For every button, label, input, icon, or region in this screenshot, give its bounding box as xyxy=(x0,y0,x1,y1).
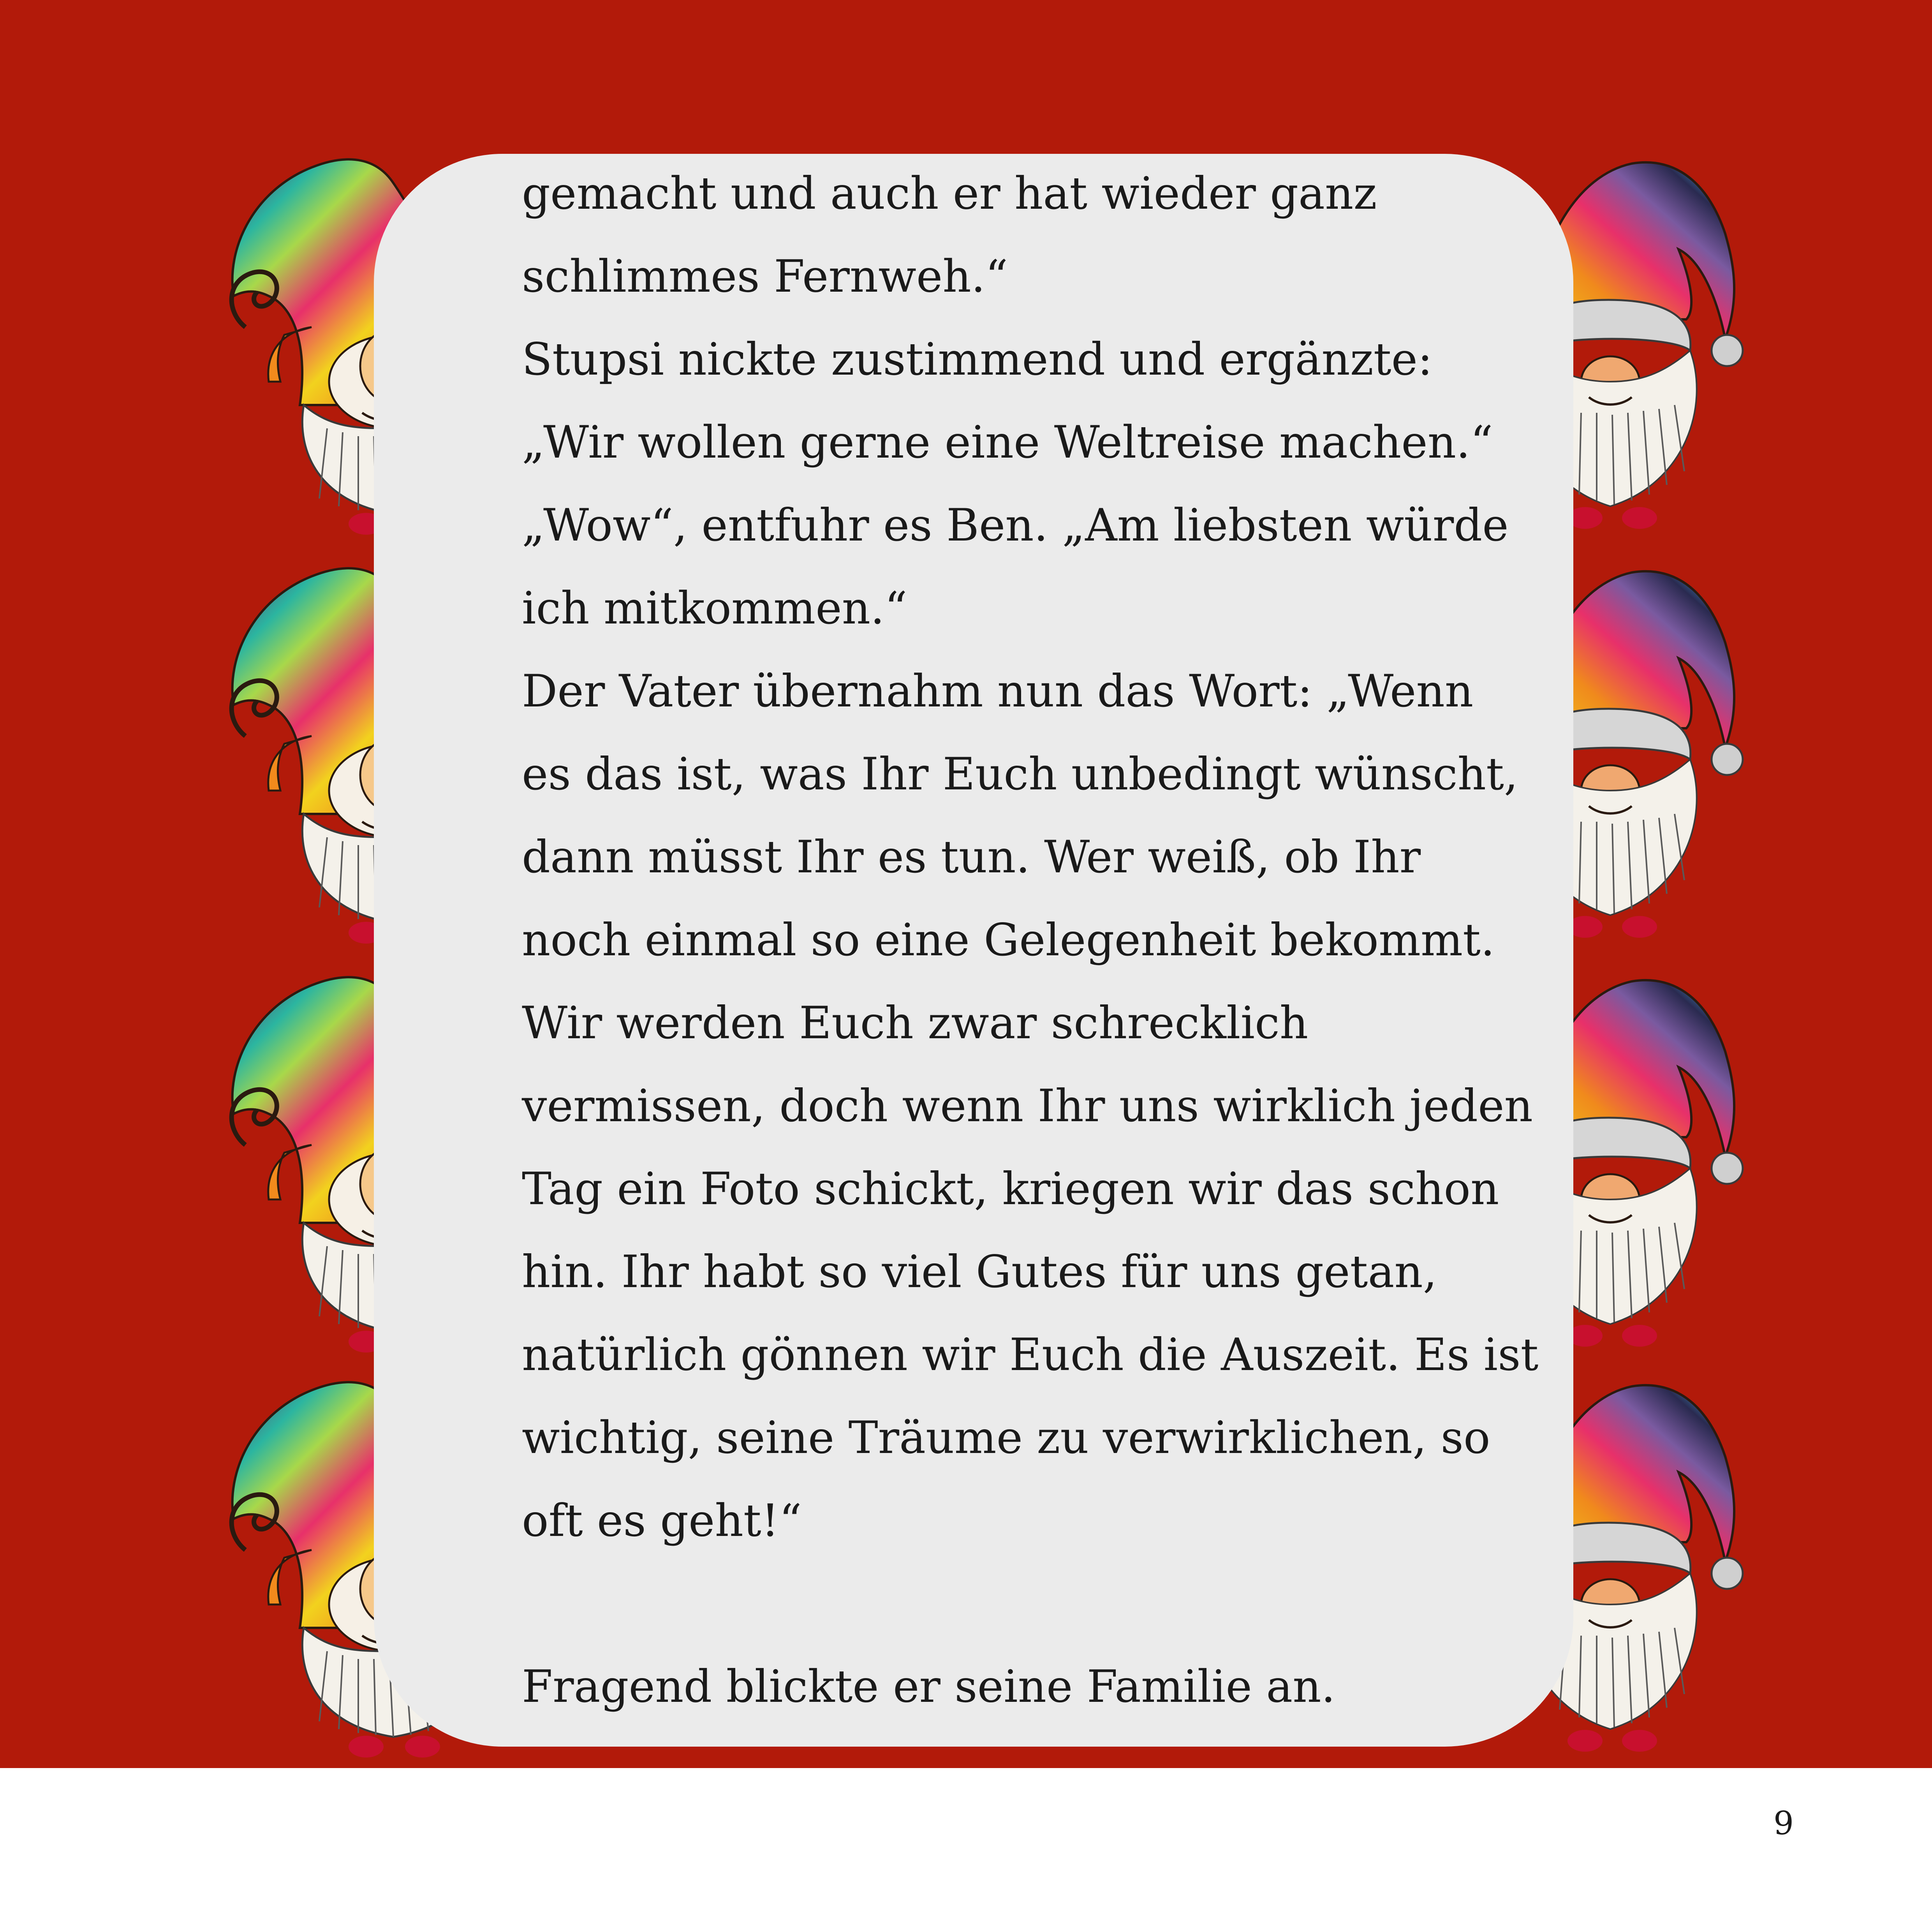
story-line: Der Vater übernahm nun das Wort: „Wenn xyxy=(522,665,1474,717)
story-line: „Wow“, entfuhr es Ben. „Am liebsten würde xyxy=(522,499,1509,551)
story-line: Fragend blickte er seine Familie an. xyxy=(522,1661,1335,1712)
story-line: Tag ein Foto schickt, kriegen wir das schon xyxy=(522,1163,1499,1215)
story-text xyxy=(522,152,1539,1728)
story-line: es das ist, was Ihr Euch unbedingt wünscht, xyxy=(522,748,1518,800)
story-line: Stupsi nickte zustimmend und ergänzte: xyxy=(522,333,1433,385)
story-line: ich mitkommen.“ xyxy=(522,582,907,634)
story-line: natürlich gönnen wir Euch die Auszeit. Es ist xyxy=(522,1329,1539,1381)
story-line: schlimmes Fernweh.“ xyxy=(522,250,1008,302)
story-line: dann müsst Ihr es tun. Wer weiß, ob Ihr xyxy=(522,831,1421,883)
story-line: wichtig, seine Träume zu verwirklichen, so xyxy=(522,1412,1490,1464)
paragraph-spacer xyxy=(522,1562,1534,1645)
story-line: „Wir wollen gerne eine Weltreise machen.“ xyxy=(522,416,1493,468)
story-line: gemacht und auch er hat wieder ganz xyxy=(522,167,1377,219)
story-line: noch einmal so eine Gelegenheit bekommt. xyxy=(522,914,1495,966)
story-line: Wir werden Euch zwar schrecklich xyxy=(522,997,1309,1049)
page-number: 9 xyxy=(1773,1805,1794,1842)
story-line: vermissen, doch wenn Ihr uns wirklich jeden xyxy=(522,1080,1533,1132)
story-line: oft es geht!“ xyxy=(522,1495,802,1546)
story-line: hin. Ihr habt so viel Gutes für uns getan, xyxy=(522,1246,1437,1298)
